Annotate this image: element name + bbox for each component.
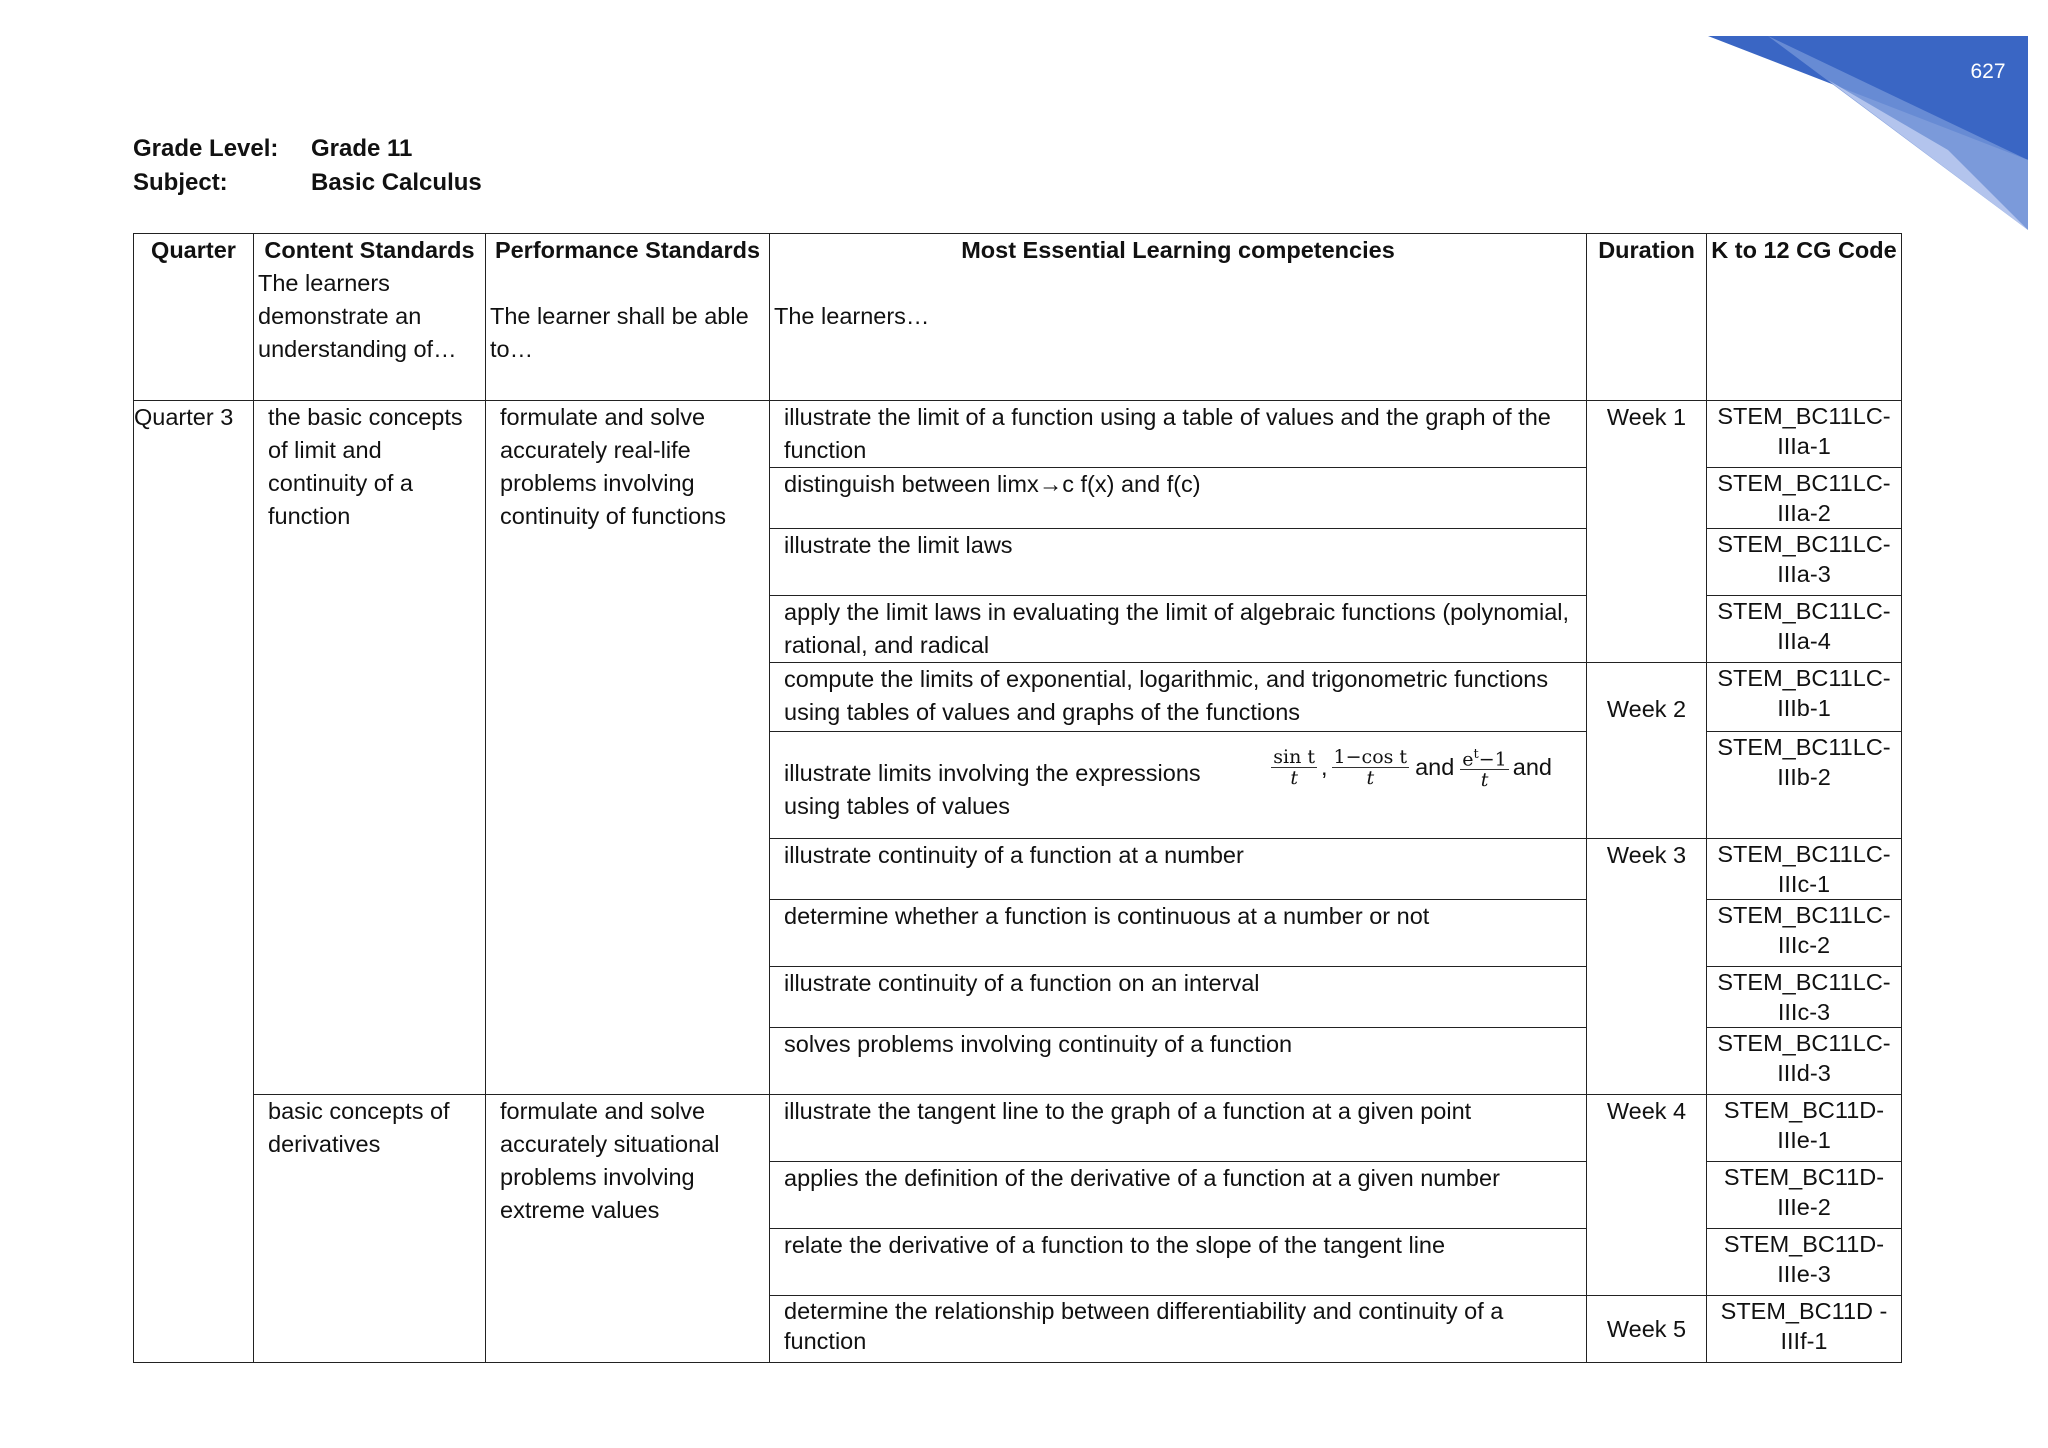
limit-expressions: $\frac{\text{sin t}}{t}$ , $\frac{\text{1−cos t}}{t}$ and $\frac{e^t-1}{t}$ and <box>1273 745 1552 791</box>
header-melc: Most Essential Learning competencies <box>770 234 1587 268</box>
competency-7: illustrate continuity of a function at a number <box>770 839 1587 900</box>
subject-label: Subject: <box>133 169 228 196</box>
performance-standard-1: formulate and solve accurately real-life problems involving continuity of functions <box>486 401 770 1095</box>
content-standard-1: the basic concepts of limit and continuity of a function <box>254 401 486 1095</box>
code-13: STEM_BC11D-IIIe-3 <box>1707 1229 1902 1296</box>
header-row <box>134 234 1902 268</box>
quarter-cell: Quarter 3 <box>134 401 254 1363</box>
competency-8: determine whether a function is continuous at a number or not <box>770 900 1587 967</box>
table-row <box>134 1095 1902 1162</box>
competency-2: distinguish between limx→c f(x) and f(c) <box>770 468 1587 529</box>
competency-14: determine the relationship between differentiability and continuity of a function <box>770 1296 1587 1363</box>
week-1: Week 1 <box>1587 401 1707 663</box>
code-14: STEM_BC11D - IIIf-1 <box>1707 1296 1902 1363</box>
table-row <box>134 401 1902 468</box>
code-12: STEM_BC11D-IIIe-2 <box>1707 1162 1902 1229</box>
subheader-quarter <box>134 267 254 401</box>
subheader-duration <box>1587 267 1707 401</box>
header-performance-standards: Performance Standards <box>486 234 770 268</box>
code-9: STEM_BC11LC-IIIc-3 <box>1707 967 1902 1028</box>
competency-13: relate the derivative of a function to the slope of the tangent line <box>770 1229 1587 1296</box>
header-code: K to 12 CG Code <box>1707 234 1902 268</box>
corner-decoration <box>1708 0 2048 240</box>
melc-table <box>133 233 1902 1363</box>
competency-6-text: illustrate limits involving the expressions <box>784 760 1201 786</box>
competency-3: illustrate the limit laws <box>770 529 1587 596</box>
competency-6 <box>770 732 1587 839</box>
grade-label: Grade Level: <box>133 135 279 162</box>
code-10: STEM_BC11LC-IIId-3 <box>1707 1028 1902 1095</box>
fraction-cos: $\frac{\text{1−cos t}}{t}$ <box>1333 745 1408 789</box>
week-5: Week 5 <box>1587 1296 1707 1363</box>
header-content-standards: Content Standards <box>254 234 486 268</box>
page-number: 627 <box>1970 60 2006 83</box>
competency-4: apply the limit laws in evaluating the limit of algebraic functions (polynomial, rational, and radical <box>770 596 1587 663</box>
competency-5: compute the limits of exponential, logarithmic, and trigonometric functions using tables of values and graphs of the functions <box>770 663 1587 732</box>
subheader-code <box>1707 267 1902 401</box>
subheader-melc: The learners… <box>770 267 1587 401</box>
content-standard-2: basic concepts of derivatives <box>254 1095 486 1363</box>
subject-value: Basic Calculus <box>311 169 482 196</box>
week-3: Week 3 <box>1587 839 1707 1095</box>
subheader-row <box>134 267 1902 401</box>
fraction-exp: $\frac{e^t-1}{t}$ <box>1462 746 1507 791</box>
performance-standard-2: formulate and solve accurately situational problems involving extreme values <box>486 1095 770 1363</box>
week-2: Week 2 <box>1587 663 1707 839</box>
code-1: STEM_BC11LC-IIIa-1 <box>1707 401 1902 468</box>
code-7: STEM_BC11LC-IIIc-1 <box>1707 839 1902 900</box>
code-8: STEM_BC11LC-IIIc-2 <box>1707 900 1902 967</box>
subheader-content: The learners demonstrate an understanding of… <box>254 267 486 401</box>
code-11: STEM_BC11D-IIIe-1 <box>1707 1095 1902 1162</box>
code-5: STEM_BC11LC-IIIb-1 <box>1707 663 1902 732</box>
week-4: Week 4 <box>1587 1095 1707 1296</box>
and-word: and <box>1415 753 1455 780</box>
code-4: STEM_BC11LC-IIIa-4 <box>1707 596 1902 663</box>
code-6: STEM_BC11LC-IIIb-2 <box>1707 732 1902 839</box>
header-duration: Duration <box>1587 234 1707 268</box>
document-meta <box>133 132 482 200</box>
fraction-sin: $\frac{\text{sin t}}{t}$ <box>1273 745 1316 789</box>
competency-6-and: and <box>1512 753 1552 780</box>
competency-12: applies the definition of the derivative of a function at a given number <box>770 1162 1587 1229</box>
competency-9: illustrate continuity of a function on an interval <box>770 967 1587 1028</box>
grade-value: Grade 11 <box>311 135 413 162</box>
competency-6-text-after: using tables of values <box>784 793 1011 819</box>
competency-10: solves problems involving continuity of a function <box>770 1028 1587 1095</box>
competency-11: illustrate the tangent line to the graph of a function at a given point <box>770 1095 1587 1162</box>
subheader-performance: The learner shall be able to… <box>486 267 770 401</box>
code-2: STEM_BC11LC-IIIa-2 <box>1707 468 1902 529</box>
code-3: STEM_BC11LC-IIIa-3 <box>1707 529 1902 596</box>
competency-1: illustrate the limit of a function using a table of values and the graph of the function <box>770 401 1587 468</box>
header-quarter: Quarter <box>134 234 254 268</box>
